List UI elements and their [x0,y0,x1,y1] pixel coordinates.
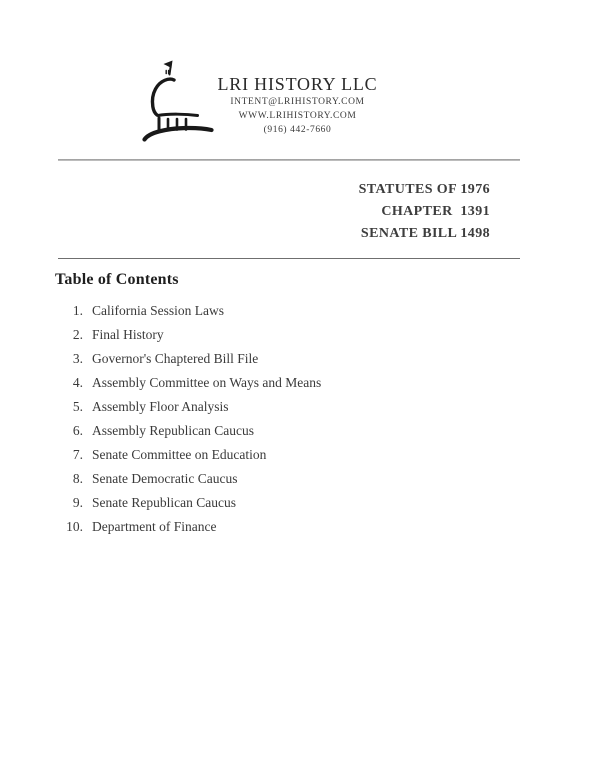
toc-item [55,323,321,347]
toc-item-label: Department of Finance [92,519,217,534]
divider-bottom [58,258,520,259]
toc-item-label: Governor's Chaptered Bill File [92,351,259,366]
statute-reference-block [359,179,490,245]
toc-item-number: 1. [72,303,83,318]
toc-item-number: 8. [72,471,83,486]
toc-item [55,395,321,419]
toc-item-label: Assembly Republican Caucus [92,423,254,438]
toc-item [55,515,321,539]
toc-item [55,347,321,371]
website-text: WWW.LRIHISTORY.COM [238,111,357,121]
toc-item-number: 10. [66,519,83,534]
toc-item [55,299,321,323]
toc-item-label: Senate Republican Caucus [92,495,236,510]
toc-item-number: 9. [72,495,83,510]
toc-item [55,443,321,467]
toc-title: Table of Contents [55,271,179,288]
company-name: LRI HISTORY LLC [217,74,378,94]
statute-bill-line: SENATE BILL 1498 [360,226,490,241]
letterhead-text [205,74,390,137]
toc-item-label: California Session Laws [92,303,224,318]
divider-top [58,159,520,161]
toc-item-label: Assembly Committee on Ways and Means [92,375,322,390]
toc-item-number: 5. [72,399,83,414]
statute-year-line: STATUTES OF 1976 [358,182,490,197]
toc-list [55,299,321,539]
toc-item [55,491,321,515]
toc-item [55,371,321,395]
statute-chapter-line: CHAPTER 1391 [381,204,490,219]
email-text: INTENT@LRIHISTORY.COM [230,97,365,107]
toc-item [55,467,321,491]
phone-text: (916) 442-7660 [263,125,332,135]
toc-item-label: Assembly Floor Analysis [92,399,229,414]
toc-item-label: Final History [92,327,164,342]
toc-item-number: 3. [72,351,83,366]
toc-item-number: 2. [72,327,83,342]
capitol-dome-logo-icon [142,59,214,143]
toc-item-label: Senate Democratic Caucus [92,471,238,486]
toc-item-number: 7. [72,447,83,462]
toc-item [55,419,321,443]
toc-item-label: Senate Committee on Education [92,447,267,462]
toc-item-number: 4. [72,375,83,390]
toc-item-number: 6. [72,423,83,438]
